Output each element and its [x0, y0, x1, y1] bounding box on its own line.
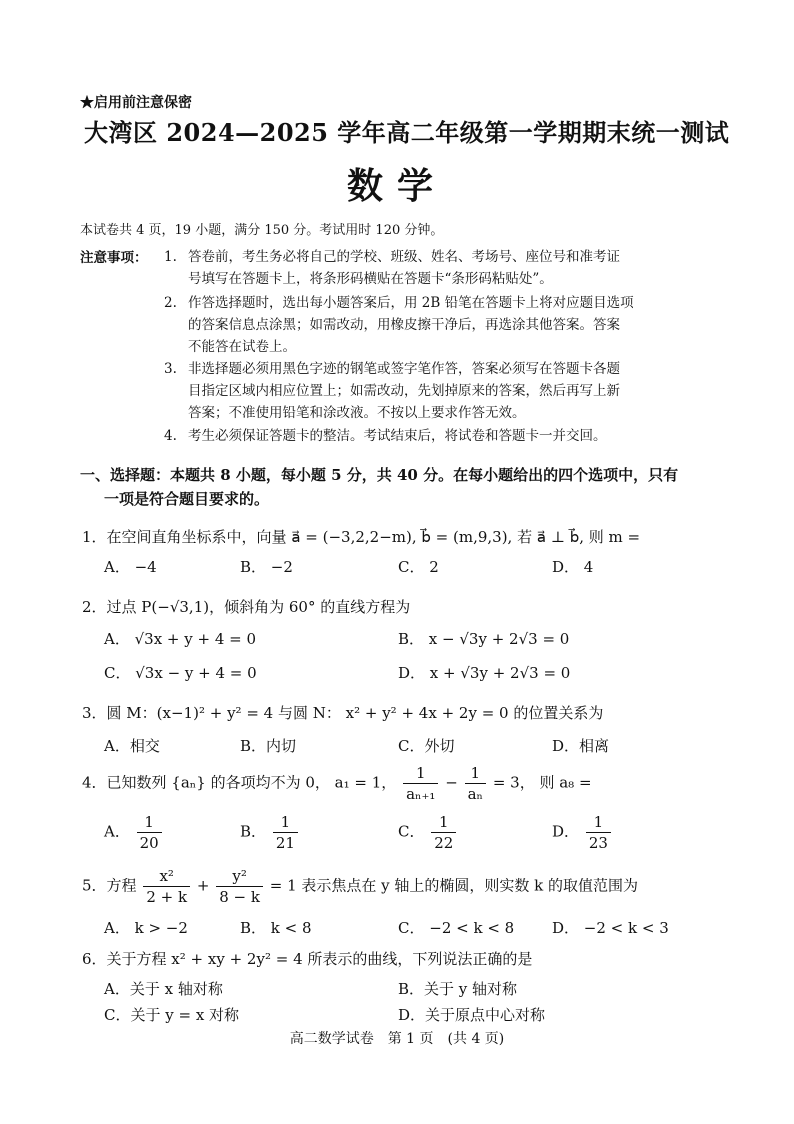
notice-line: 答案；不准使用铅笔和涂改液。不按以上要求作答无效。 [188, 405, 526, 421]
q5-option-a: A． k > −2 [104, 919, 188, 937]
section-heading: 一、选择题：本题共 8 小题，每小题 5 分，共 40 分。在每小题给出的四个选项中，只有 [80, 466, 679, 484]
exam-intro: 本试卷共 4 页，19 小题，满分 150 分。考试用时 120 分钟。 [80, 223, 444, 238]
q5-fraction-1 [143, 866, 190, 907]
q5-fraction-2 [216, 866, 263, 907]
numerator: 1 [273, 812, 298, 833]
option-letter: B． [240, 822, 267, 841]
numerator: y² [216, 866, 263, 887]
notice-line: 考生必须保证答题卡的整洁。考试结束后，将试卷和答题卡一并交回。 [188, 428, 607, 444]
numerator: x² [143, 866, 190, 887]
notice-num: 1. [164, 249, 177, 265]
notice-item-2 [164, 292, 634, 358]
option-fraction [273, 812, 298, 853]
q4-fraction-1 [403, 763, 438, 804]
q3-option-b: B．内切 [240, 737, 297, 755]
notice-line: 非选择题必须用黑色字迹的钢笔或签字笔作答，答案必须写在答题卡各题 [188, 361, 620, 377]
denominator: 2 + k [146, 888, 188, 906]
numerator: 1 [403, 763, 438, 784]
q1-option-c: C． 2 [398, 558, 439, 576]
q5-stem-part: 5．方程 [82, 876, 137, 895]
notice-num: 2. [164, 295, 177, 311]
q4-fraction-2 [465, 763, 486, 804]
denominator: aₙ [467, 785, 484, 803]
question-5-stem [82, 866, 638, 907]
notice-line: 目指定区域内相应位置上；如需改动，先划掉原来的答案，然后再写上新 [188, 383, 620, 399]
page-footer: 高二数学试卷 第 1 页 (共 4 页) [289, 1031, 505, 1047]
q6-option-d: D．关于原点中心对称 [398, 1006, 546, 1024]
notice-label: 注意事项： [80, 250, 148, 266]
q4-option-b [240, 812, 300, 853]
q6-option-c: C．关于 y = x 对称 [104, 1006, 240, 1024]
q2-option-d: D． x + √3y + 2√3 = 0 [398, 664, 571, 682]
denominator: aₙ₊₁ [406, 785, 436, 803]
q4-stem-part: 4．已知数列 {aₙ} 的各项均不为 0， a₁ = 1， [82, 773, 397, 792]
question-4-stem [82, 763, 592, 804]
q6-option-b: B．关于 y 轴对称 [398, 980, 518, 998]
option-letter: D． [552, 822, 580, 841]
denominator: 21 [275, 834, 295, 852]
numerator: 1 [431, 812, 456, 833]
q4-option-d [552, 812, 613, 853]
option-letter: A． [104, 822, 130, 841]
confidential-mark: ★启用前注意保密 [80, 95, 192, 111]
question-1-stem: 1．在空间直角坐标系中，向量 a⃗ = (−3,2,2−m), b⃗ = (m,9,3), 若 a⃗ ⊥ b⃗, 则 m = [82, 528, 641, 546]
q5-option-c: C． −2 < k < 8 [398, 919, 515, 937]
numerator: 1 [137, 812, 162, 833]
numerator: 1 [465, 763, 486, 784]
section-heading-cont: 一项是符合题目要求的。 [104, 490, 270, 508]
option-fraction [586, 812, 611, 853]
option-fraction [137, 812, 162, 853]
notice-line: 不能答在试卷上。 [188, 339, 296, 355]
q2-option-a: A． √3x + y + 4 = 0 [104, 630, 257, 648]
q5-option-b: B． k < 8 [240, 919, 312, 937]
notice-item-1 [164, 246, 620, 290]
subject-title: 数学 [346, 165, 447, 207]
q5-stem-part: = 1 表示焦点在 y 轴上的椭圆，则实数 k 的取值范围为 [269, 876, 639, 895]
q4-option-a [104, 812, 164, 853]
q3-option-d: D．相离 [552, 737, 610, 755]
q6-option-a: A．关于 x 轴对称 [104, 980, 223, 998]
q4-option-c [398, 812, 458, 853]
notice-line: 答卷前，考生务必将自己的学校、班级、姓名、考场号、座位号和准考证 [188, 249, 620, 265]
q3-option-c: C．外切 [398, 737, 455, 755]
option-fraction [431, 812, 456, 853]
exam-title: 大湾区 2024—2025 学年高二年级第一学期期末统一测试 [84, 118, 730, 147]
plus-sign: + [196, 876, 210, 895]
q3-option-a: A．相交 [104, 737, 160, 755]
minus-sign: − [445, 773, 458, 792]
denominator: 23 [588, 834, 608, 852]
q1-option-a: A． −4 [104, 558, 157, 576]
question-2-stem: 2．过点 P(−√3,1)，倾斜角为 60° 的直线方程为 [82, 598, 411, 616]
numerator: 1 [586, 812, 611, 833]
q1-option-b: B． −2 [240, 558, 293, 576]
denominator: 20 [139, 834, 159, 852]
question-3-stem: 3．圆 M：(x−1)² + y² = 4 与圆 N： x² + y² + 4x + 2y = 0 的位置关系为 [82, 704, 604, 722]
q2-option-c: C． √3x − y + 4 = 0 [104, 664, 257, 682]
option-letter: C． [398, 822, 425, 841]
denominator: 22 [434, 834, 454, 852]
notice-line: 的答案信息点涂黑；如需改动，用橡皮擦干净后，再选涂其他答案。答案 [188, 317, 620, 333]
question-6-stem: 6．关于方程 x² + xy + 2y² = 4 所表示的曲线，下列说法正确的是 [82, 950, 533, 968]
notice-line: 作答选择题时，选出每小题答案后，用 2B 铅笔在答题卡上将对应题目选项 [188, 295, 634, 311]
notice-num: 4. [164, 428, 177, 444]
notice-num: 3. [164, 361, 177, 377]
q5-option-d: D． −2 < k < 3 [552, 919, 669, 937]
notice-item-3 [164, 358, 620, 424]
denominator: 8 − k [219, 888, 260, 906]
notice-item-4 [164, 425, 607, 447]
q2-option-b: B． x − √3y + 2√3 = 0 [398, 630, 570, 648]
q4-stem-part: = 3， 则 a₈ = [492, 773, 592, 792]
q1-option-d: D． 4 [552, 558, 594, 576]
notice-line: 号填写在答题卡上，将条形码横贴在答题卡“条形码粘贴处”。 [188, 271, 553, 287]
